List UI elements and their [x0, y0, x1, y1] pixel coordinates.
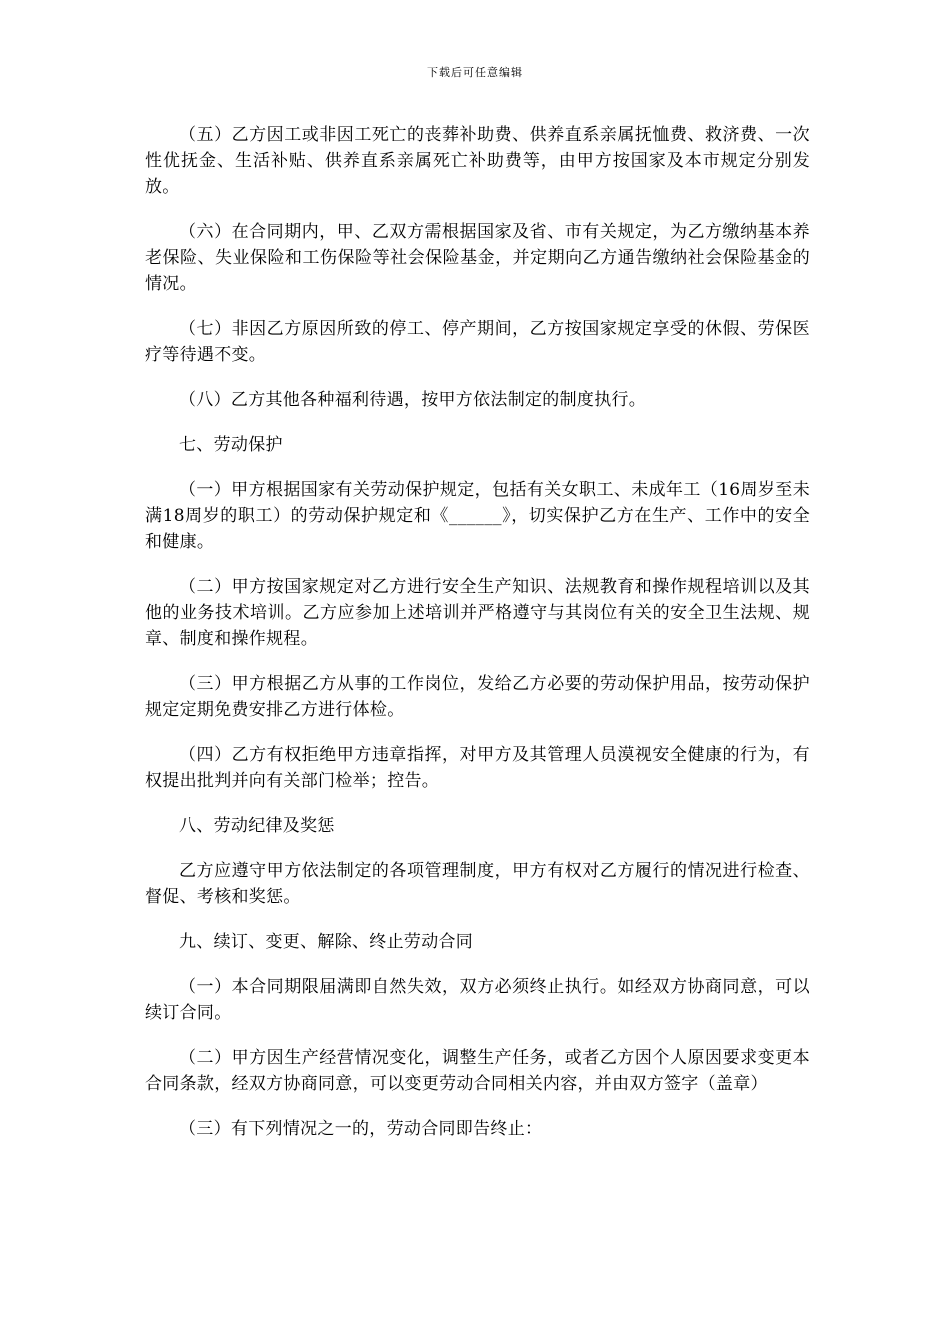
- paragraph-5-funeral-subsidy: （五）乙方因工或非因工死亡的丧葬补助费、供养直系亲属抚恤费、救济费、一次性优抚金、生活补贴、供养直系亲属死亡补助费等，由甲方按国家及本市规定分别发放。: [145, 125, 810, 197]
- section-heading-discipline: 八、劳动纪律及奖惩: [179, 816, 335, 836]
- paragraph-6-social-insurance: （六）在合同期内，甲、乙双方需根据国家及省、市有关规定，为乙方缴纳基本养老保险、失业保险和工伤保险等社会保险基金，并定期向乙方通告缴纳社会保险基金的情况。: [145, 222, 810, 294]
- paragraph-7-work-stoppage: （七）非因乙方原因所致的停工、停产期间，乙方按国家规定享受的休假、劳保医疗等待遇不变。: [145, 319, 810, 365]
- paragraph-protection-4: （四）乙方有权拒绝甲方违章指挥，对甲方及其管理人员漠视安全健康的行为，有权提出批判并向有关部门检举；控告。: [145, 745, 810, 791]
- paragraph-protection-1: （一）甲方根据国家有关劳动保护规定，包括有关女职工、未成年工（16周岁至未满18周岁的职工）的劳动保护规定和《______》，切实保护乙方在生产、工作中的安全和健康。: [145, 480, 810, 552]
- paragraph-contract-1: （一）本合同期限届满即自然失效，双方必须终止执行。如经双方协商同意，可以续订合同。: [145, 977, 810, 1023]
- paragraph-contract-2: （二）甲方因生产经营情况变化，调整生产任务，或者乙方因个人原因要求变更本合同条款，经双方协商同意，可以变更劳动合同相关内容，并由双方签字（盖章）: [145, 1048, 810, 1094]
- section-heading-contract-changes: 九、续订、变更、解除、终止劳动合同: [179, 932, 474, 952]
- paragraph-8-other-welfare: （八）乙方其他各种福利待遇，按甲方依法制定的制度执行。: [179, 390, 647, 410]
- page-header-note: 下载后可任意编辑: [427, 66, 523, 79]
- section-heading-labor-protection: 七、劳动保护: [179, 435, 283, 455]
- paragraph-protection-2: （二）甲方按国家规定对乙方进行安全生产知识、法规教育和操作规程培训以及其他的业务技术培训。乙方应参加上述培训并严格遵守与其岗位有关的安全卫生法规、规章、制度和操作规程。: [145, 577, 810, 649]
- paragraph-discipline: 乙方应遵守甲方依法制定的各项管理制度，甲方有权对乙方履行的情况进行检查、督促、考核和奖惩。: [145, 861, 810, 907]
- document-body: [145, 122, 810, 1161]
- paragraph-protection-3: （三）甲方根据乙方从事的工作岗位，发给乙方必要的劳动保护用品，按劳动保护规定定期免费安排乙方进行体检。: [145, 674, 810, 720]
- paragraph-contract-3: （三）有下列情况之一的，劳动合同即告终止：: [179, 1119, 543, 1139]
